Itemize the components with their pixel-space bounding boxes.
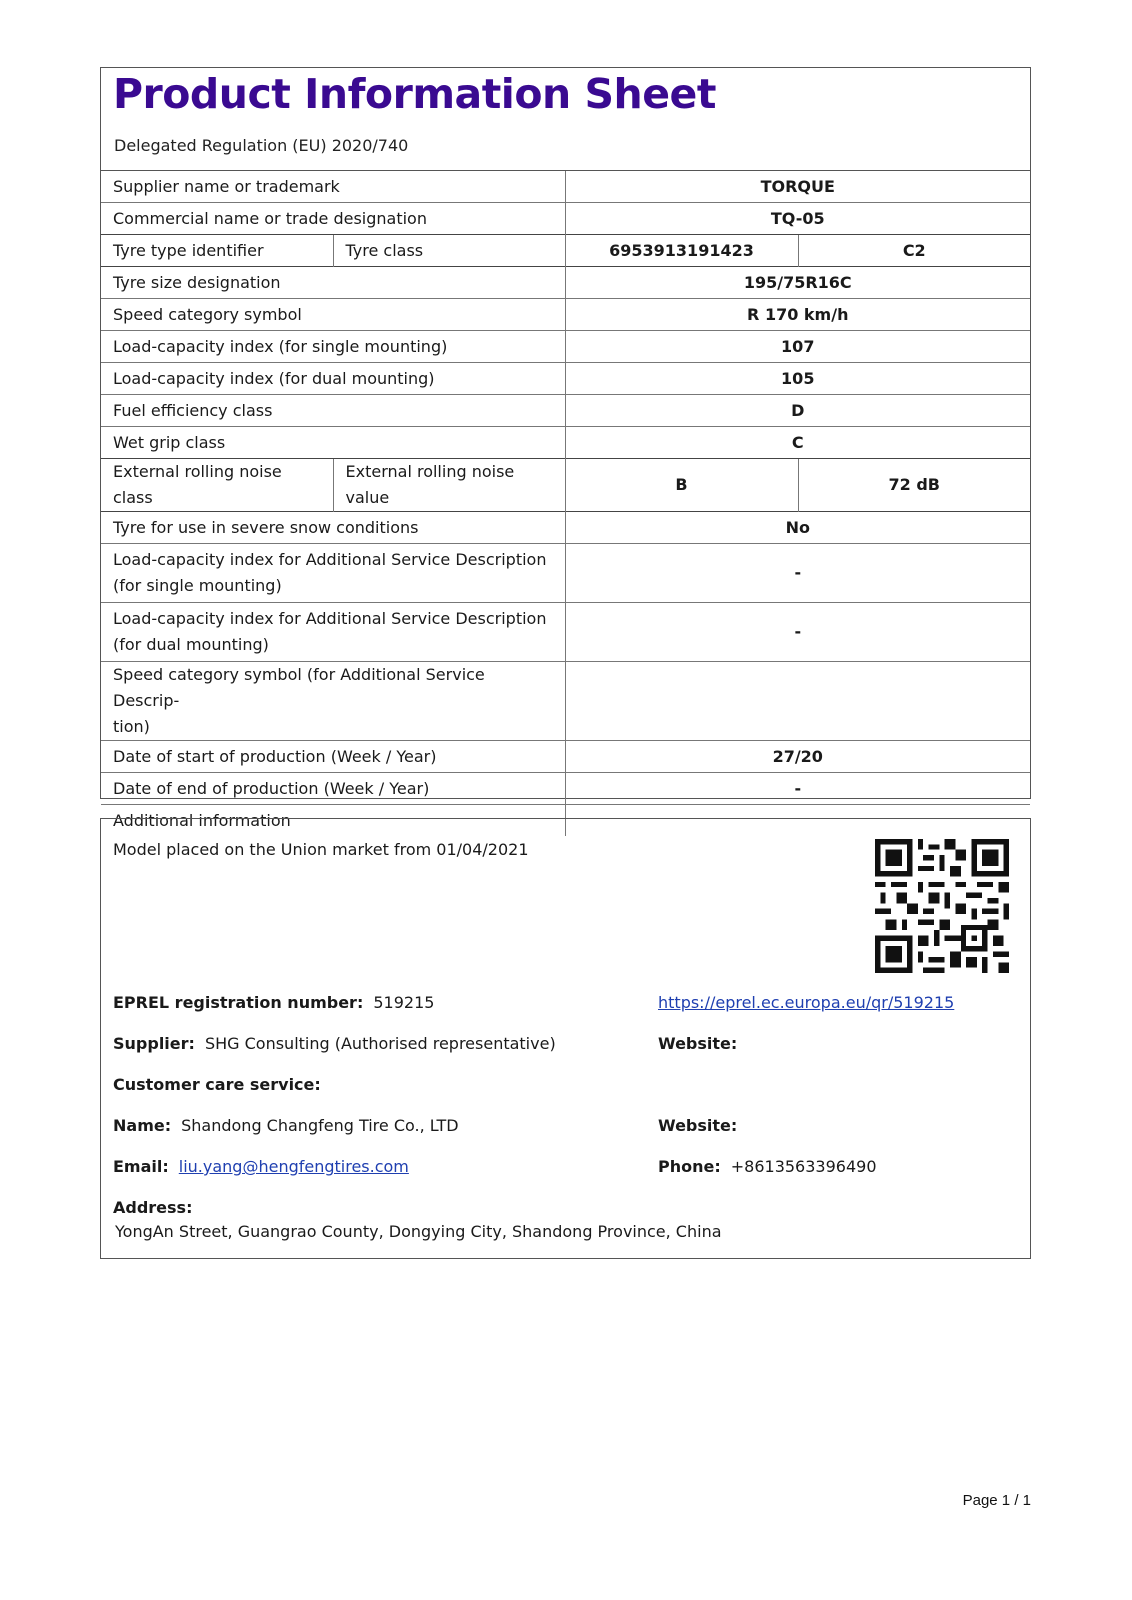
row-label: Load-capacity index (for dual mounting)	[101, 363, 565, 395]
name-value: Shandong Changfeng Tire Co., LTD	[181, 1116, 459, 1135]
table-row	[101, 512, 1030, 544]
qr-code-icon[interactable]	[875, 839, 1009, 973]
row-label: Speed category symbol	[101, 299, 565, 331]
row-label: External rolling noise class	[101, 459, 333, 512]
customer-care-label: Customer care service:	[113, 1075, 321, 1094]
table-row	[101, 331, 1030, 363]
row-label: Date of start of production (Week / Year)	[101, 741, 565, 773]
table-row	[101, 427, 1030, 459]
phone-label: Phone:	[658, 1157, 721, 1176]
eprel-label: EPREL registration number:	[113, 993, 364, 1012]
address-value: YongAn Street, Guangrao County, Dongying City, Shandong Province, China	[115, 1222, 722, 1241]
row-label: Fuel efficiency class	[101, 395, 565, 427]
supplier-value: SHG Consulting (Authorised representative)	[204, 1034, 556, 1053]
table-row	[101, 203, 1030, 235]
address-label-row	[113, 1198, 202, 1217]
phone-row	[658, 1157, 877, 1176]
website2-row	[658, 1116, 747, 1135]
row-label: Commercial name or trade designation	[101, 203, 565, 235]
phone-value: +8613563396490	[730, 1157, 877, 1176]
email-link[interactable]: liu.yang@hengfengtires.com	[178, 1157, 409, 1176]
page-number: Page 1 / 1	[962, 1492, 1031, 1509]
row-value: 72 dB	[798, 459, 1030, 512]
table-row	[101, 459, 1030, 512]
row-label: Tyre class	[333, 235, 565, 267]
table-row	[101, 299, 1030, 331]
row-value	[565, 662, 1030, 741]
row-label: Tyre size designation	[101, 267, 565, 299]
table-row	[101, 773, 1030, 805]
table-row	[101, 662, 1030, 741]
name-row	[113, 1116, 459, 1135]
table-row	[101, 741, 1030, 773]
row-value: 27/20	[565, 741, 1030, 773]
row-value: 107	[565, 331, 1030, 363]
email-label: Email:	[113, 1157, 169, 1176]
page-title: Product Information Sheet	[113, 70, 716, 118]
row-value: -	[565, 544, 1030, 603]
website-row	[658, 1034, 747, 1053]
row-value: No	[565, 512, 1030, 544]
row-value: B	[565, 459, 798, 512]
row-label: Additional information	[101, 805, 565, 837]
row-value: -	[565, 603, 1030, 662]
eprel-row	[113, 993, 434, 1012]
market-date-text: Model placed on the Union market from 01/04/2021	[113, 840, 529, 859]
row-value: TQ-05	[565, 203, 1030, 235]
row-label-line: (for dual mounting)	[113, 635, 269, 654]
contact-info-box	[100, 818, 1031, 1259]
eprel-number: 519215	[373, 993, 435, 1012]
row-label	[101, 603, 565, 662]
row-label	[101, 544, 565, 603]
supplier-label: Supplier:	[113, 1034, 195, 1053]
row-value: 6953913191423	[565, 235, 798, 267]
address-label: Address:	[113, 1198, 193, 1217]
website-label: Website:	[658, 1034, 738, 1053]
product-info-sheet	[100, 67, 1031, 830]
eprel-link[interactable]: https://eprel.ec.europa.eu/qr/519215	[658, 993, 955, 1012]
row-value: R 170 km/h	[565, 299, 1030, 331]
table-row	[101, 544, 1030, 603]
table-row	[101, 603, 1030, 662]
spec-table	[101, 171, 1030, 836]
row-value: D	[565, 395, 1030, 427]
row-label: Load-capacity index (for single mounting)	[101, 331, 565, 363]
row-value: -	[565, 773, 1030, 805]
row-value: TORQUE	[565, 171, 1030, 203]
email-row	[113, 1157, 409, 1176]
row-value: C	[565, 427, 1030, 459]
table-row	[101, 267, 1030, 299]
regulation-subtitle: Delegated Regulation (EU) 2020/740	[114, 136, 409, 155]
row-value: C2	[798, 235, 1030, 267]
table-row	[101, 395, 1030, 427]
row-label: Supplier name or trademark	[113, 176, 340, 196]
row-label-line: (for single mounting)	[113, 576, 282, 595]
row-label	[101, 662, 565, 741]
title-block	[101, 68, 1030, 171]
name-label: Name:	[113, 1116, 172, 1135]
row-value: 105	[565, 363, 1030, 395]
row-label: Wet grip class	[101, 427, 565, 459]
customer-care-row	[113, 1075, 331, 1094]
row-label-line: tion)	[113, 717, 150, 736]
table-row	[101, 235, 1030, 267]
supplier-row	[113, 1034, 556, 1053]
row-label: Tyre type identifier	[101, 235, 333, 267]
row-label: Date of end of production (Week / Year)	[101, 773, 565, 805]
row-label: Tyre for use in severe snow conditions	[101, 512, 565, 544]
row-label: External rolling noise value	[333, 459, 565, 512]
table-row	[101, 171, 1030, 203]
row-label-line: Load-capacity index for Additional Service Description	[113, 609, 547, 628]
eprel-link-row	[658, 993, 954, 1012]
row-value: 195/75R16C	[565, 267, 1030, 299]
row-label-line: Speed category symbol (for Additional Service Descrip-	[113, 665, 485, 710]
row-label-line: Load-capacity index for Additional Service Description	[113, 550, 547, 569]
table-row	[101, 363, 1030, 395]
website2-label: Website:	[658, 1116, 738, 1135]
